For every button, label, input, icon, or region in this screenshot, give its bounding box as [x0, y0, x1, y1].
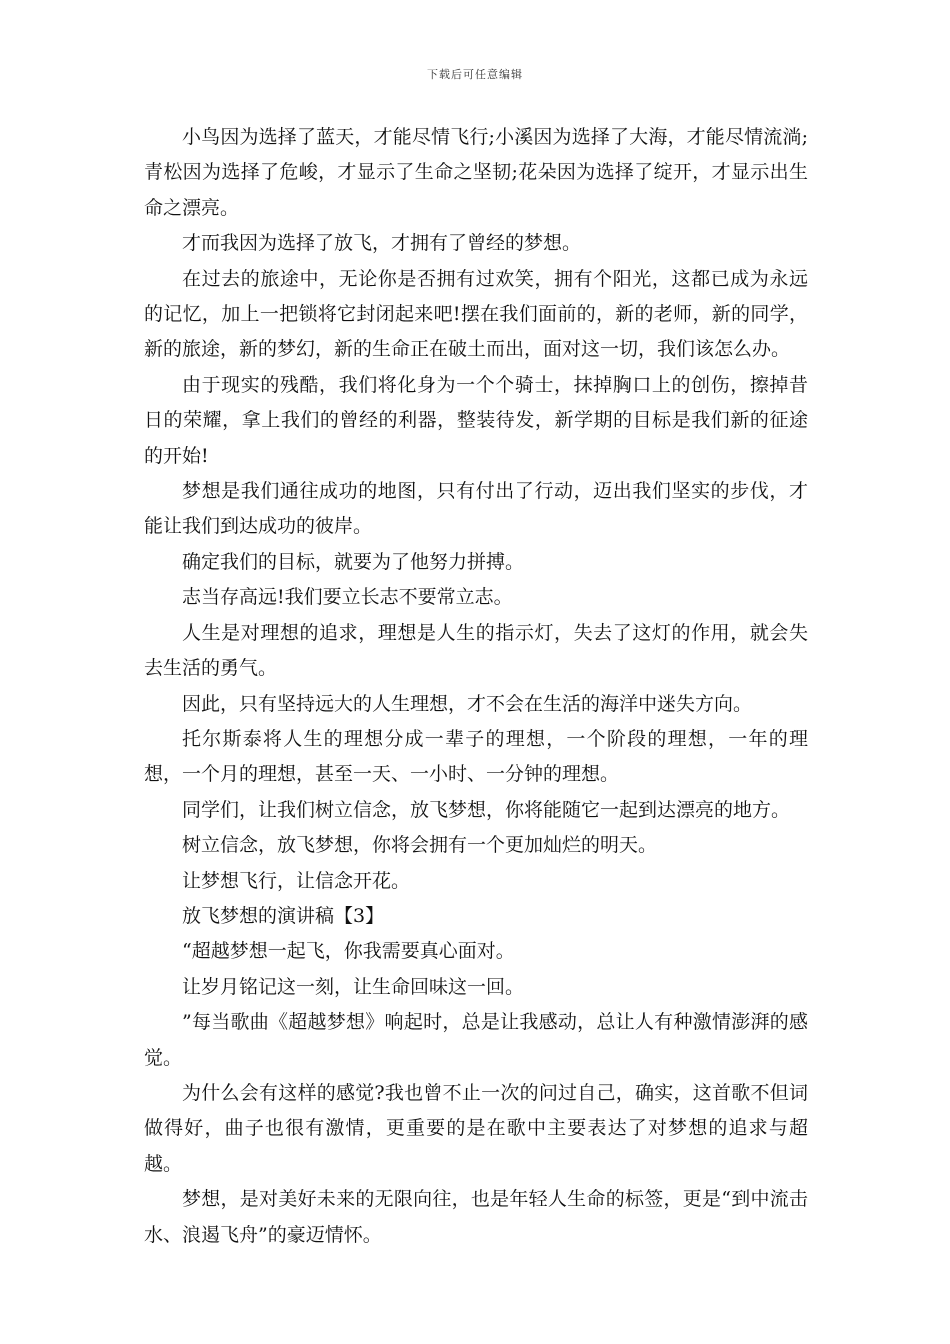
- paragraph-9: 因此，只有坚持远大的人生理想，才不会在生活的海洋中迷失方向。: [182, 692, 753, 715]
- paragraph-16: 让岁月铭记这一刻，让生命回味这一回。: [182, 975, 525, 998]
- paragraph-2: 才而我因为选择了放飞，才拥有了曾经的梦想。: [182, 232, 582, 255]
- document-body: [144, 120, 808, 1253]
- paragraph-1: 小鸟因为选择了蓝天，才能尽情飞行;小溪因为选择了大海，才能尽情流淌;青松因为选择了危峻，才显示了生命之坚韧;花朵因为选择了绽开，才显示出生命之漂亮。: [144, 126, 808, 219]
- page-header: 下载后可任意编辑: [427, 68, 523, 81]
- section-heading: 放飞梦想的演讲稿【3】: [182, 904, 385, 927]
- paragraph-8: 人生是对理想的追求，理想是人生的指示灯，失去了这灯的作用，就会失去生活的勇气。: [144, 621, 808, 680]
- paragraph-3: 在过去的旅途中，无论你是否拥有过欢笑，拥有个阳光，这都已成为永远的记忆，加上一把锁将它封闭起来吧!摆在我们面前的，新的老师，新的同学，新的旅途，新的梦幻，新的生命正在破土而出，面对这一切，我们该怎么办。: [144, 267, 808, 361]
- paragraph-11: 同学们，让我们树立信念，放飞梦想，你将能随它一起到达漂亮的地方。: [182, 798, 791, 821]
- paragraph-5: 梦想是我们通往成功的地图，只有付出了行动，迈出我们坚实的步伐，才能让我们到达成功的彼岸。: [144, 480, 808, 538]
- paragraph-7: 志当存高远!我们要立长志不要常立志。: [182, 586, 513, 609]
- paragraph-13: 让梦想飞行，让信念开花。: [182, 869, 411, 892]
- paragraph-15: “超越梦想一起飞，你我需要真心面对。: [182, 940, 515, 963]
- paragraph-10: 托尔斯泰将人生的理想分成一辈子的理想，一个阶段的理想，一年的理想，一个月的理想，甚至一天、一小时、一分钟的理想。: [144, 727, 808, 786]
- paragraph-4: 由于现实的残酷，我们将化身为一个个骑士，抹掉胸口上的创伤，擦掉昔日的荣耀，拿上我们的曾经的利器，整装待发，新学期的目标是我们新的征途的开始!: [144, 373, 808, 467]
- paragraph-6: 确定我们的目标，就要为了他努力拼搏。: [182, 550, 525, 573]
- paragraph-17: ”每当歌曲《超越梦想》响起时，总是让我感动，总让人有种激情澎湃的感觉。: [144, 1011, 808, 1069]
- paragraph-18: 为什么会有这样的感觉?我也曾不止一次的问过自己，确实，这首歌不但词做得好，曲子也很有激情，更重要的是在歌中主要表达了对梦想的追求与超越。: [144, 1081, 808, 1175]
- paragraph-12: 树立信念，放飞梦想，你将会拥有一个更加灿烂的明天。: [182, 834, 658, 857]
- paragraph-19: 梦想，是对美好未来的无限向往，也是年轻人生命的标签，更是“到中流击水、浪遏飞舟”的豪迈情怀。: [144, 1188, 808, 1246]
